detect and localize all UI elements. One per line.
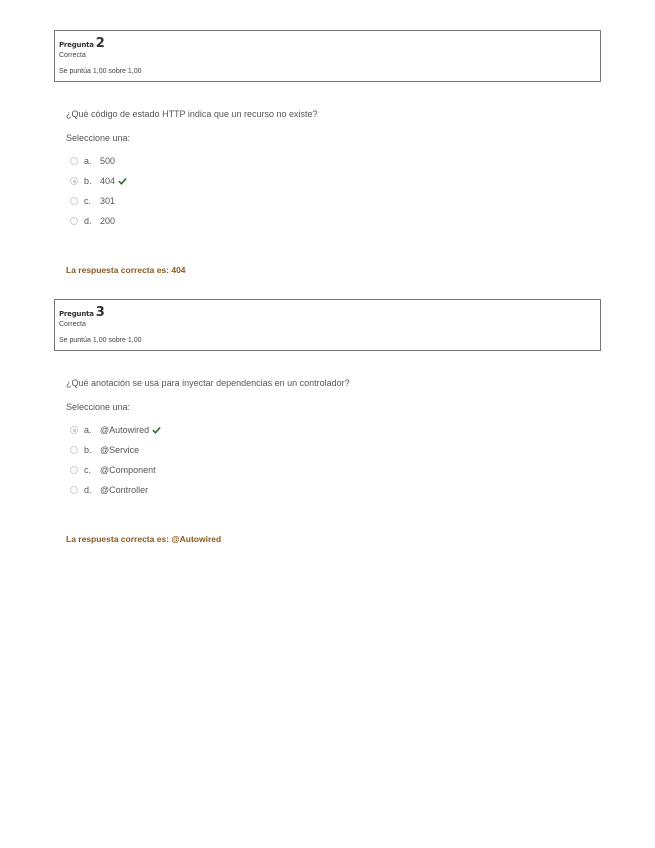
answer-option-d[interactable] — [66, 211, 601, 231]
check-icon — [118, 177, 127, 185]
option-letter: d. — [84, 216, 92, 226]
radio-button[interactable] — [70, 486, 78, 494]
option-letter: c. — [84, 465, 92, 475]
answer-prompt: Seleccione una: — [66, 133, 131, 143]
answer-option-b[interactable] — [66, 440, 601, 460]
question-number-value: 3 — [95, 305, 105, 320]
question-grade: Se puntúa 1,00 sobre 1,00 — [59, 337, 142, 344]
radio-button[interactable] — [70, 446, 78, 454]
question-label: Pregunta — [59, 310, 94, 318]
question-info-box — [54, 299, 601, 351]
option-text: @Autowired — [100, 425, 150, 435]
check-icon — [152, 426, 161, 434]
question-2 — [54, 30, 601, 276]
question-content — [54, 108, 601, 276]
radio-button[interactable] — [70, 217, 78, 225]
option-letter: d. — [84, 485, 92, 495]
question-content — [54, 377, 601, 545]
question-grade: Se puntúa 1,00 sobre 1,00 — [59, 68, 142, 75]
question-number-value: 2 — [95, 36, 105, 51]
correct-answer-feedback: La respuesta correcta es: 404 — [66, 265, 186, 275]
option-letter: c. — [84, 196, 92, 206]
option-text: 301 — [100, 196, 116, 206]
answer-list — [66, 420, 601, 500]
answer-prompt: Seleccione una: — [66, 402, 131, 412]
answer-option-b[interactable] — [66, 171, 601, 191]
radio-button-selected[interactable] — [70, 426, 78, 434]
option-text: 500 — [100, 156, 116, 166]
answer-option-d[interactable] — [66, 480, 601, 500]
radio-button[interactable] — [70, 197, 78, 205]
correct-answer-feedback: La respuesta correcta es: @Autowired — [66, 534, 222, 544]
answer-option-c[interactable] — [66, 191, 601, 211]
answer-option-a[interactable] — [66, 151, 601, 171]
question-text: ¿Qué código de estado HTTP indica que un recurso no existe? — [66, 109, 318, 119]
option-letter: a. — [84, 425, 92, 435]
option-text: @Controller — [100, 485, 149, 495]
question-info-box — [54, 30, 601, 82]
option-text: 200 — [100, 216, 116, 226]
radio-button[interactable] — [70, 157, 78, 165]
answer-list — [66, 151, 601, 231]
option-letter: a. — [84, 156, 92, 166]
option-text: 404 — [100, 176, 116, 186]
question-number — [59, 303, 596, 318]
answer-option-a[interactable] — [66, 420, 601, 440]
question-text: ¿Qué anotación se usa para inyectar dependencias en un controlador? — [66, 378, 350, 388]
option-text: @Service — [100, 445, 140, 455]
question-label: Pregunta — [59, 41, 94, 49]
radio-button[interactable] — [70, 466, 78, 474]
question-3 — [54, 299, 601, 545]
question-state: Correcta — [59, 52, 86, 59]
option-text: @Component — [100, 465, 156, 475]
question-state: Correcta — [59, 321, 86, 328]
answer-option-c[interactable] — [66, 460, 601, 480]
option-letter: b. — [84, 445, 92, 455]
radio-button-selected[interactable] — [70, 177, 78, 185]
option-letter: b. — [84, 176, 92, 186]
question-number — [59, 34, 596, 49]
